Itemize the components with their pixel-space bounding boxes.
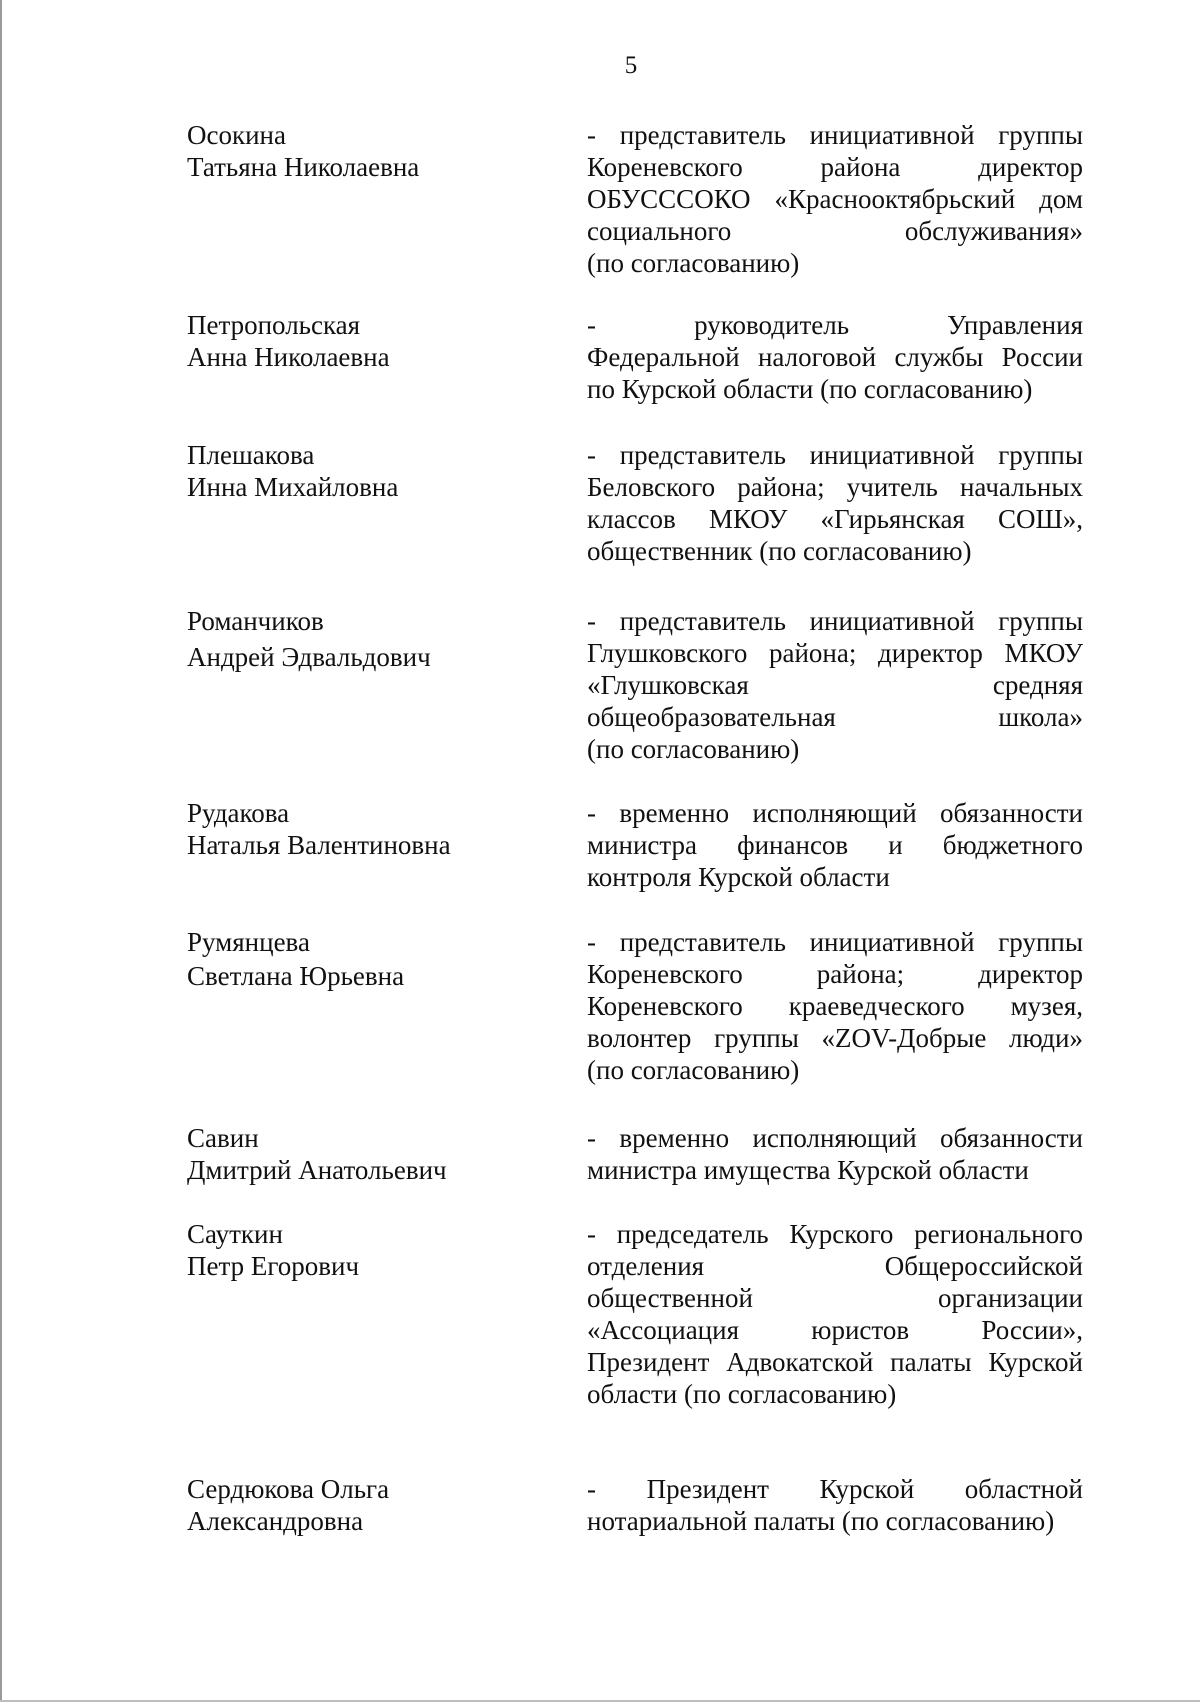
role-line: - представитель инициативной группы xyxy=(587,120,1083,150)
role-line: Глушковского района; директор МКОУ xyxy=(587,638,1083,668)
role-line: - председатель Курского регионального xyxy=(587,1219,1083,1249)
role-line: ОБУСССОКО «Краснооктябрьский дом xyxy=(587,184,1083,214)
member-given-names: Инна Михайловна xyxy=(187,472,399,502)
member-surname: Петропольская xyxy=(187,310,361,340)
member-role xyxy=(587,119,1083,279)
role-line: общественник (по согласованию) xyxy=(587,536,972,566)
member-given-names: Наталья Валентиновна xyxy=(187,830,451,860)
role-line: области (по согласованию) xyxy=(587,1379,897,1409)
member-name xyxy=(187,119,547,183)
role-line: Кореневского района; директор xyxy=(587,959,1083,989)
member-name xyxy=(187,439,547,503)
role-line: министра имущества Курской области xyxy=(587,1155,1029,1185)
member-surname: Романчиков xyxy=(187,606,324,636)
member-name xyxy=(187,309,547,373)
member-surname: Плешакова xyxy=(187,440,315,470)
member-role xyxy=(587,1218,1083,1410)
member-role xyxy=(587,605,1083,765)
member-surname: Сауткин xyxy=(187,1219,283,1249)
member-name xyxy=(187,1473,547,1537)
role-line: общеобразовательная школа» xyxy=(587,702,1083,732)
member-given-names: Светлана Юрьевна xyxy=(187,961,405,991)
role-line: - руководитель Управления xyxy=(587,310,1083,340)
role-line: - представитель инициативной группы xyxy=(587,440,1083,470)
role-line: общественной организации xyxy=(587,1283,1083,1313)
member-surname: Сердюкова Ольга xyxy=(187,1474,390,1504)
member-given-names: Татьяна Николаевна xyxy=(187,152,420,182)
member-surname: Савин xyxy=(187,1123,259,1153)
role-line: по Курской области (по согласованию) xyxy=(587,374,1033,404)
member-given-names: Александровна xyxy=(187,1506,364,1536)
role-line: - временно исполняющий обязанности xyxy=(587,1123,1083,1153)
role-line: контроля Курской области xyxy=(587,862,890,892)
role-line: нотариальной палаты (по согласованию) xyxy=(587,1506,1055,1536)
role-line: отделения Общероссийской xyxy=(587,1251,1083,1281)
member-surname: Осокина xyxy=(187,120,286,150)
member-role xyxy=(587,1122,1083,1186)
member-name xyxy=(187,926,547,992)
role-line: - Президент Курской областной xyxy=(587,1474,1083,1504)
member-given-names: Дмитрий Анатольевич xyxy=(187,1155,447,1185)
role-line: «Глушковская средняя xyxy=(587,670,1083,700)
role-line: - представитель инициативной группы xyxy=(587,927,1083,957)
role-line: Федеральной налоговой службы России xyxy=(587,342,1083,372)
member-name xyxy=(187,605,547,673)
role-line: Президент Адвокатской палаты Курской xyxy=(587,1347,1083,1377)
member-role xyxy=(587,797,1083,893)
role-line: социального обслуживания» xyxy=(587,216,1083,246)
member-role xyxy=(587,439,1083,567)
role-line: (по согласованию) xyxy=(587,734,800,764)
member-role xyxy=(587,1473,1083,1537)
role-line: - временно исполняющий обязанности xyxy=(587,798,1083,828)
role-line: волонтер группы «ZOV-Добрые люди» xyxy=(587,1023,1083,1053)
role-line: министра финансов и бюджетного xyxy=(587,830,1083,860)
member-given-names: Петр Егорович xyxy=(187,1251,360,1281)
member-surname: Рудакова xyxy=(187,798,290,828)
member-name xyxy=(187,1218,547,1282)
role-line: Кореневского района директор xyxy=(587,152,1083,182)
member-given-names: Андрей Эдвальдович xyxy=(187,642,431,672)
member-name xyxy=(187,797,547,861)
role-line: «Ассоциация юристов России», xyxy=(587,1315,1083,1345)
member-role xyxy=(587,926,1083,1086)
member-surname: Румянцева xyxy=(187,927,310,957)
role-line: - представитель инициативной группы xyxy=(587,606,1083,636)
scan-left-edge xyxy=(0,0,2,1702)
role-line: (по согласованию) xyxy=(587,248,800,278)
role-line: Кореневского краеведческого музея, xyxy=(587,991,1083,1021)
member-given-names: Анна Николаевна xyxy=(187,342,390,372)
page-number: 5 xyxy=(624,52,638,79)
member-role xyxy=(587,309,1083,405)
role-line: классов МКОУ «Гирьянская СОШ», xyxy=(587,504,1083,534)
role-line: (по согласованию) xyxy=(587,1055,800,1085)
member-name xyxy=(187,1122,547,1186)
role-line: Беловского района; учитель начальных xyxy=(587,472,1083,502)
